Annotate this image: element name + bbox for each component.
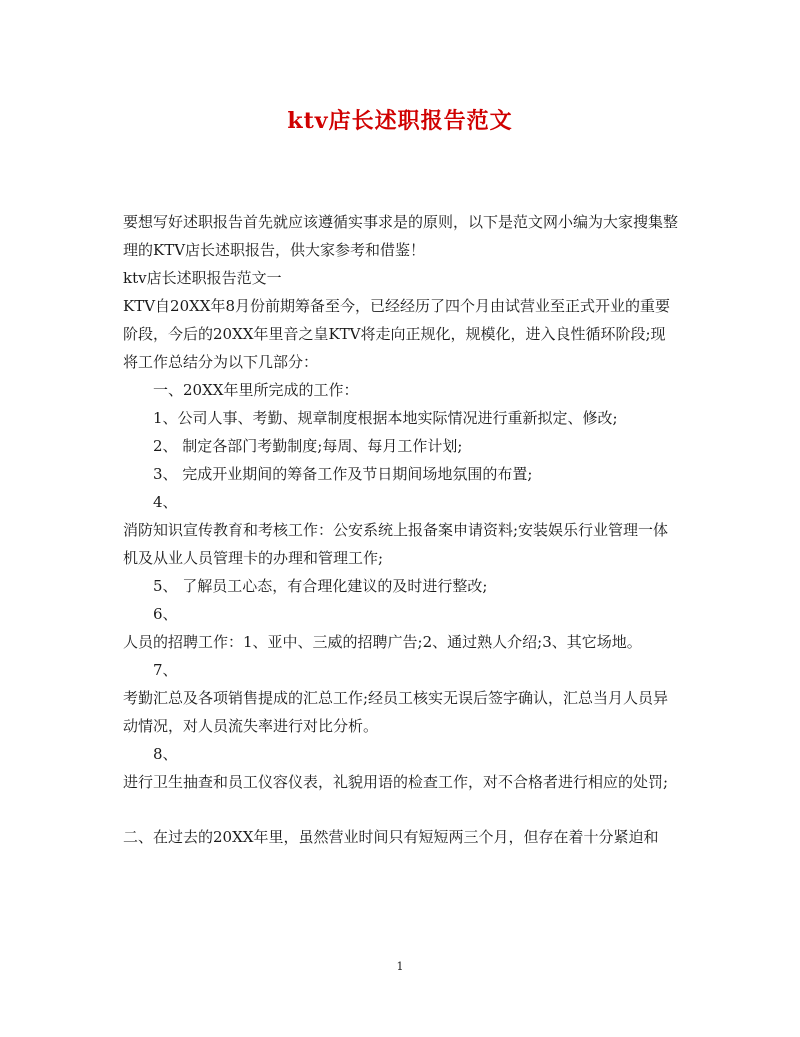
body-paragraph: KTV自20XX年8月份前期筹备至今，已经经历了四个月由试营业至正式开业的重要阶段，今后的20XX年里音之皇KTV将走向正规化，规模化，进入良性循环阶段;现将工作总结分为以下几部分： [123, 297, 671, 371]
list-item-number: 7、 [153, 661, 178, 679]
document-title: ktv店长述职报告范文 [287, 108, 513, 134]
list-item: 3、 完成开业期间的筹备工作及节日期间场地氛围的布置; [153, 465, 533, 483]
list-item: 1、公司人事、考勤、规章制度根据本地实际情况进行重新拟定、修改; [153, 409, 618, 427]
list-heading: 一、20XX年里所完成的工作： [153, 381, 359, 399]
list-item: 5、 了解员工心态，有合理化建议的及时进行整改; [153, 577, 488, 595]
list-item-text: 进行卫生抽查和员工仪容仪表，礼貌用语的检查工作，对不合格者进行相应的处罚; [123, 773, 669, 791]
list-item: 2、 制定各部门考勤制度;每周、每月工作计划; [153, 437, 463, 455]
paragraph-spacer [123, 796, 679, 823]
section-paragraph: 二、在过去的20XX年里，虽然营业时间只有短短两三个月，但存在着十分紧迫和 [123, 828, 659, 846]
list-item-text: 消防知识宣传教育和考核工作：公安系统上报备案申请资料;安装娱乐行业管理一体机及从业人员管理卡的办理和管理工作; [123, 521, 669, 567]
list-item-number: 4、 [153, 493, 178, 511]
document-body [123, 208, 679, 851]
list-item-number: 8、 [153, 745, 178, 763]
section-heading: ktv店长述职报告范文一 [123, 269, 282, 287]
list-item-number: 6、 [153, 605, 178, 623]
page-number: 1 [396, 960, 404, 973]
intro-paragraph: 要想写好述职报告首先就应该遵循实事求是的原则，以下是范文网小编为大家搜集整理的KTV店长述职报告，供大家参考和借鉴！ [123, 213, 679, 259]
list-item-text: 人员的招聘工作：1、亚中、三威的招聘广告;2、通过熟人介绍;3、其它场地。 [123, 633, 642, 651]
list-item-text: 考勤汇总及各项销售提成的汇总工作;经员工核实无误后签字确认，汇总当月人员异动情况，对人员流失率进行对比分析。 [123, 689, 669, 735]
